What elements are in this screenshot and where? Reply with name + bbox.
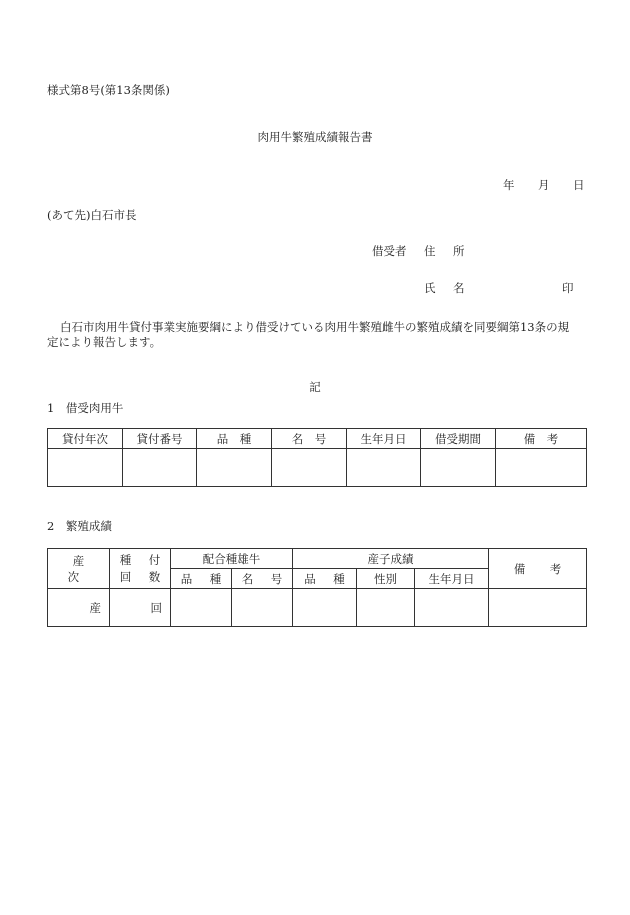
header-calf-sex: 性別 (357, 569, 415, 589)
body-text-line2: 定により報告します。 (47, 335, 162, 349)
cell-bull-name (232, 589, 293, 627)
header-birthdate: 生年月日 (347, 429, 421, 449)
ki-heading: 記 (309, 380, 321, 394)
cell-remarks (496, 449, 587, 487)
seal-mark: 印 (562, 281, 574, 295)
cell-breed (197, 449, 272, 487)
cell-calf-sex (357, 589, 415, 627)
header-remarks: 備 考 (489, 549, 587, 589)
date-month-label: 月 (538, 178, 550, 192)
cell-bull-breed (171, 589, 232, 627)
header-bull-breed: 品 種 (171, 569, 232, 589)
section2-heading: 2 繁殖成績 (47, 519, 112, 533)
cell-birthdate (347, 449, 421, 487)
header-calf-breed: 品 種 (293, 569, 357, 589)
header-breed: 品 種 (197, 429, 272, 449)
body-text-line1: 白石市肉用牛貸付事業実施要綱により借受けている肉用牛繁殖雌牛の繁殖成績を同要綱第13条の規 (60, 320, 570, 334)
name-label: 氏 名 (424, 281, 472, 295)
cell-sanji: 産 (48, 589, 110, 627)
header-remarks: 備 考 (496, 429, 587, 449)
cell-loan-year (48, 449, 123, 487)
addressee: (あて先)白石市長 (47, 208, 137, 222)
header-bull-name: 名 号 (232, 569, 293, 589)
header-mating-count: 種 付 回 数 (110, 549, 171, 589)
form-number: 様式第8号(第13条関係) (47, 83, 170, 97)
header-sanji: 産 次 (48, 549, 110, 589)
cell-loan-period (421, 449, 496, 487)
section1-heading: 1 借受肉用牛 (47, 401, 124, 415)
date-day-label: 日 (573, 178, 585, 192)
cell-name (272, 449, 347, 487)
cell-calf-birthdate (415, 589, 489, 627)
document-title: 肉用牛繁殖成績報告書 (257, 130, 373, 144)
cell-loan-number (123, 449, 197, 487)
header-name: 名 号 (272, 429, 347, 449)
borrower-label: 借受者 (372, 244, 407, 258)
cell-mating-count: 回 (110, 589, 171, 627)
cell-calf-breed (293, 589, 357, 627)
breeding-results-table (47, 548, 587, 627)
header-loan-period: 借受期間 (421, 429, 496, 449)
header-mating-bull: 配合種雄牛 (171, 549, 293, 569)
cell-remarks (489, 589, 587, 627)
header-loan-year: 貸付年次 (48, 429, 123, 449)
header-loan-number: 貸付番号 (123, 429, 197, 449)
header-calf-birthdate: 生年月日 (415, 569, 489, 589)
header-offspring-results: 産子成績 (293, 549, 489, 569)
borrowed-cattle-table (47, 428, 587, 487)
address-label: 住 所 (424, 244, 472, 258)
date-year-label: 年 (503, 178, 515, 192)
